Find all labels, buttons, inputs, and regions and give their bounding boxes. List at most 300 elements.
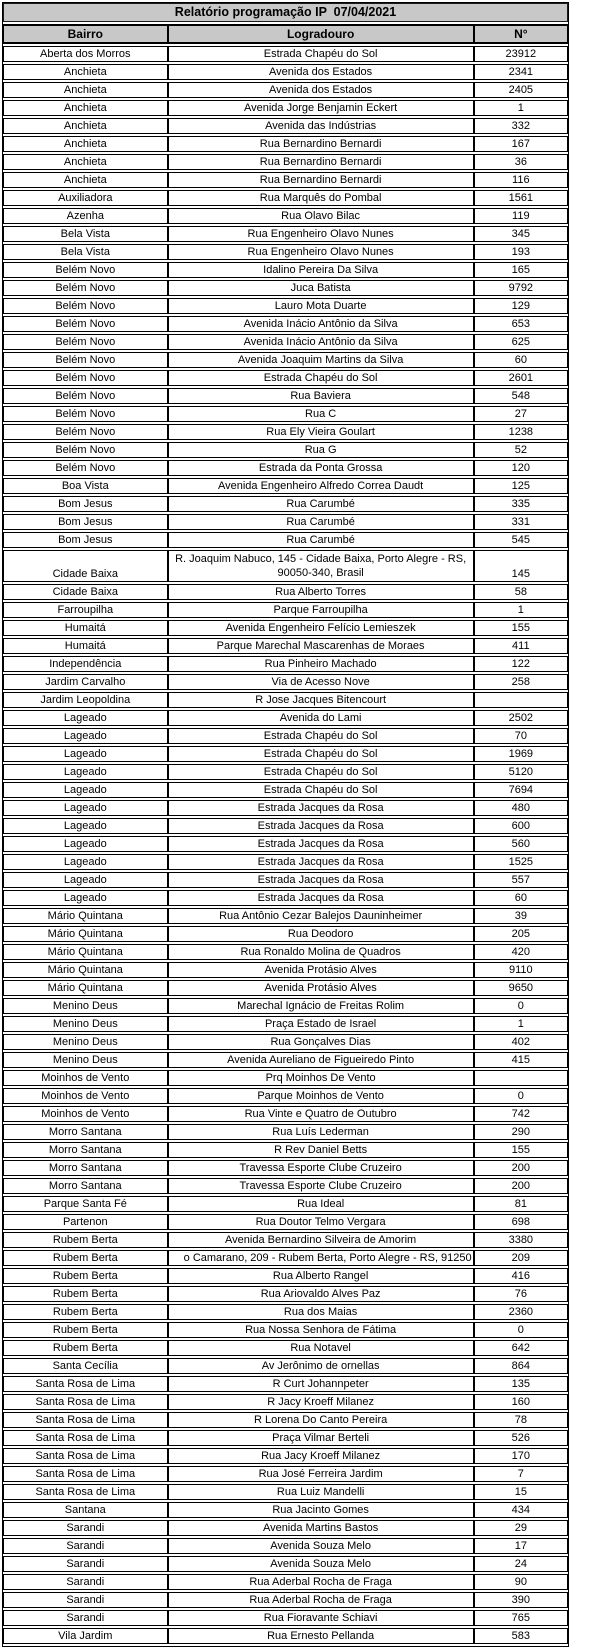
bairro-cell: Lageado: [3, 782, 168, 798]
numero-cell: 290: [474, 1124, 568, 1140]
logradouro-cell: Rua Bernardino Bernardi: [168, 136, 474, 152]
numero-cell: 193: [474, 244, 568, 260]
numero-cell: 402: [474, 1034, 568, 1050]
bairro-cell: Humaitá: [3, 638, 168, 654]
logradouro-cell: Avenida das Indústrias: [168, 118, 474, 134]
table-row: [3, 1502, 568, 1518]
logradouro-cell: R Rev Daniel Betts: [168, 1142, 474, 1158]
numero-cell: 600: [474, 818, 568, 834]
logradouro-cell: Rua Jacinto Gomes: [168, 1502, 474, 1518]
table-row: [3, 1520, 568, 1536]
numero-cell: 90: [474, 1574, 568, 1590]
numero-cell: 200: [474, 1160, 568, 1176]
logradouro-cell: Estrada Chapéu do Sol: [168, 370, 474, 386]
logradouro-cell: Rua G: [168, 442, 474, 458]
bairro-cell: Lageado: [3, 872, 168, 888]
bairro-cell: Belém Novo: [3, 352, 168, 368]
table-row: [3, 532, 568, 548]
bairro-cell: Bela Vista: [3, 226, 168, 242]
table-row: [3, 1304, 568, 1320]
numero-cell: 160: [474, 1394, 568, 1410]
logradouro-cell: Rua Marquês do Pombal: [168, 190, 474, 206]
table-row: [3, 962, 568, 978]
report-title: Relatório programação IP 07/04/2021: [3, 3, 568, 22]
numero-cell: 1969: [474, 746, 568, 762]
logradouro-cell: Rua Aderbal Rocha de Fraga: [168, 1592, 474, 1608]
logradouro-cell: Rua Carumbé: [168, 532, 474, 548]
numero-cell: 1525: [474, 854, 568, 870]
bairro-cell: Santa Cecília: [3, 1358, 168, 1374]
bairro-cell: Santa Rosa de Lima: [3, 1484, 168, 1500]
bairro-cell: Parque Santa Fé: [3, 1196, 168, 1212]
bairro-cell: Aberta dos Morros: [3, 46, 168, 62]
table-row: [3, 620, 568, 636]
numero-cell: 1238: [474, 424, 568, 440]
bairro-cell: Lageado: [3, 836, 168, 852]
numero-cell: 122: [474, 656, 568, 672]
numero-cell: 0: [474, 1322, 568, 1338]
table-row: [3, 280, 568, 296]
table-row: [3, 406, 568, 422]
bairro-cell: Morro Santana: [3, 1160, 168, 1176]
table-row: [3, 1052, 568, 1068]
numero-cell: 76: [474, 1286, 568, 1302]
bairro-cell: Lageado: [3, 818, 168, 834]
logradouro-cell: Avenida Souza Melo: [168, 1556, 474, 1572]
bairro-cell: Anchieta: [3, 118, 168, 134]
logradouro-cell: Rua Carumbé: [168, 514, 474, 530]
bairro-cell: Bom Jesus: [3, 514, 168, 530]
bairro-cell: Sarandi: [3, 1520, 168, 1536]
numero-cell: 560: [474, 836, 568, 852]
logradouro-cell: Avenida Souza Melo: [168, 1538, 474, 1554]
logradouro-cell: Lauro Mota Duarte: [168, 298, 474, 314]
numero-cell: 0: [474, 1088, 568, 1104]
table-row: [3, 190, 568, 206]
numero-cell: 29: [474, 1520, 568, 1536]
logradouro-cell: Avenida Protásio Alves: [168, 962, 474, 978]
bairro-cell: Anchieta: [3, 100, 168, 116]
bairro-cell: Moinhos de Vento: [3, 1106, 168, 1122]
bairro-cell: Santa Rosa de Lima: [3, 1448, 168, 1464]
logradouro-cell: Rua Engenheiro Olavo Nunes: [168, 244, 474, 260]
table-row: [3, 818, 568, 834]
bairro-cell: Rubem Berta: [3, 1322, 168, 1338]
bairro-cell: Independência: [3, 656, 168, 672]
table-row: [3, 514, 568, 530]
table-row: [3, 980, 568, 996]
numero-cell: 1: [474, 602, 568, 618]
table-row: [3, 944, 568, 960]
table-row: [3, 1358, 568, 1374]
table-row: [3, 1628, 568, 1644]
bairro-cell: Menino Deus: [3, 998, 168, 1014]
report-table: [3, 22, 568, 1646]
table-row: [3, 1340, 568, 1356]
bairro-cell: Bom Jesus: [3, 532, 168, 548]
numero-cell: 167: [474, 136, 568, 152]
logradouro-cell: Rua Doutor Telmo Vergara: [168, 1214, 474, 1230]
numero-cell: 642: [474, 1340, 568, 1356]
bairro-cell: Rubem Berta: [3, 1268, 168, 1284]
logradouro-cell: Estrada Jacques da Rosa: [168, 872, 474, 888]
logradouro-cell: Prq Moinhos De Vento: [168, 1070, 474, 1086]
table-row: [3, 550, 568, 582]
numero-cell: 3380: [474, 1232, 568, 1248]
numero-cell: 27: [474, 406, 568, 422]
numero-cell: 165: [474, 262, 568, 278]
table-row: [3, 782, 568, 798]
numero-cell: 9110: [474, 962, 568, 978]
numero-cell: 415: [474, 1052, 568, 1068]
table-row: [3, 208, 568, 224]
numero-cell: 698: [474, 1214, 568, 1230]
logradouro-cell: Rua Deodoro: [168, 926, 474, 942]
logradouro-cell: Estrada Chapéu do Sol: [168, 746, 474, 762]
bairro-cell: Belém Novo: [3, 406, 168, 422]
numero-cell: 23912: [474, 46, 568, 62]
logradouro-cell: Estrada da Ponta Grossa: [168, 460, 474, 476]
logradouro-cell: Estrada Jacques da Rosa: [168, 890, 474, 906]
table-row: [3, 1250, 568, 1266]
table-row: [3, 746, 568, 762]
logradouro-cell: Estrada Jacques da Rosa: [168, 800, 474, 816]
table-row: [3, 136, 568, 152]
table-row: [3, 926, 568, 942]
bairro-cell: Belém Novo: [3, 262, 168, 278]
logradouro-cell: Estrada Chapéu do Sol: [168, 782, 474, 798]
bairro-cell: Menino Deus: [3, 1016, 168, 1032]
logradouro-cell: Rua Alberto Torres: [168, 584, 474, 600]
bairro-cell: Morro Santana: [3, 1178, 168, 1194]
numero-cell: [474, 692, 568, 708]
numero-cell: 335: [474, 496, 568, 512]
logradouro-cell: R Jacy Kroeff Milanez: [168, 1394, 474, 1410]
bairro-cell: Mário Quintana: [3, 980, 168, 996]
bairro-cell: Sarandi: [3, 1574, 168, 1590]
bairro-cell: Santa Rosa de Lima: [3, 1394, 168, 1410]
logradouro-cell: Estrada Chapéu do Sol: [168, 728, 474, 744]
numero-cell: 116: [474, 172, 568, 188]
logradouro-cell: Rua Notavel: [168, 1340, 474, 1356]
numero-cell: 258: [474, 674, 568, 690]
bairro-cell: Belém Novo: [3, 280, 168, 296]
bairro-cell: Sarandi: [3, 1592, 168, 1608]
bairro-cell: Jardim Carvalho: [3, 674, 168, 690]
numero-cell: 200: [474, 1178, 568, 1194]
logradouro-cell: Avenida Engenheiro Alfredo Correa Daudt: [168, 478, 474, 494]
logradouro-cell: Praça Vilmar Berteli: [168, 1430, 474, 1446]
table-row: [3, 1286, 568, 1302]
logradouro-cell: Rua Olavo Bilac: [168, 208, 474, 224]
logradouro-cell: Parque Marechal Mascarenhas de Moraes: [168, 638, 474, 654]
numero-cell: 9792: [474, 280, 568, 296]
numero-cell: 480: [474, 800, 568, 816]
table-row: [3, 1448, 568, 1464]
table-row: [3, 1556, 568, 1572]
table-row: [3, 836, 568, 852]
logradouro-cell: R Lorena Do Canto Pereira: [168, 1412, 474, 1428]
table-row: [3, 244, 568, 260]
logradouro-cell: Rua Jacy Kroeff Milanez: [168, 1448, 474, 1464]
table-row: [3, 388, 568, 404]
table-row: [3, 352, 568, 368]
numero-cell: 742: [474, 1106, 568, 1122]
numero-cell: 1: [474, 100, 568, 116]
numero-cell: 5120: [474, 764, 568, 780]
table-row: [3, 872, 568, 888]
bairro-cell: Belém Novo: [3, 298, 168, 314]
table-row: [3, 584, 568, 600]
logradouro-cell: R Curt Johannpeter: [168, 1376, 474, 1392]
numero-cell: 864: [474, 1358, 568, 1374]
logradouro-cell: Avenida do Lami: [168, 710, 474, 726]
bairro-cell: Lageado: [3, 800, 168, 816]
logradouro-cell: Rua Luiz Mandelli: [168, 1484, 474, 1500]
bairro-cell: Rubem Berta: [3, 1232, 168, 1248]
table-row: [3, 1106, 568, 1122]
table-row: [3, 602, 568, 618]
bairro-cell: Auxiliadora: [3, 190, 168, 206]
report-container: [2, 2, 569, 1647]
numero-cell: 526: [474, 1430, 568, 1446]
logradouro-cell: Rua Ideal: [168, 1196, 474, 1212]
bairro-cell: Menino Deus: [3, 1034, 168, 1050]
table-row: [3, 460, 568, 476]
table-row: [3, 1430, 568, 1446]
bairro-cell: Rubem Berta: [3, 1340, 168, 1356]
numero-cell: 205: [474, 926, 568, 942]
bairro-cell: Sarandi: [3, 1556, 168, 1572]
table-row: [3, 692, 568, 708]
table-row: [3, 1322, 568, 1338]
numero-cell: 411: [474, 638, 568, 654]
column-header-bairro: Bairro: [3, 24, 168, 44]
bairro-cell: Anchieta: [3, 172, 168, 188]
bairro-cell: Mário Quintana: [3, 962, 168, 978]
table-row: [3, 1484, 568, 1500]
logradouro-cell: Rua Bernardino Bernardi: [168, 172, 474, 188]
table-row: [3, 478, 568, 494]
table-row: [3, 424, 568, 440]
table-row: [3, 1196, 568, 1212]
logradouro-cell: Avenida Engenheiro Felício Lemieszek: [168, 620, 474, 636]
numero-cell: 420: [474, 944, 568, 960]
numero-cell: 155: [474, 620, 568, 636]
logradouro-cell: Avenida dos Estados: [168, 82, 474, 98]
table-row: [3, 1232, 568, 1248]
numero-cell: [474, 1070, 568, 1086]
logradouro-cell: Avenida Inácio Antônio da Silva: [168, 334, 474, 350]
bairro-cell: Boa Vista: [3, 478, 168, 494]
logradouro-cell: Rua Aderbal Rocha de Fraga: [168, 1574, 474, 1590]
table-row: [3, 1394, 568, 1410]
bairro-cell: Rubem Berta: [3, 1304, 168, 1320]
table-row: [3, 998, 568, 1014]
logradouro-cell: Marechal Ignácio de Freitas Rolim: [168, 998, 474, 1014]
table-row: [3, 656, 568, 672]
table-row: [3, 800, 568, 816]
numero-cell: 1: [474, 1016, 568, 1032]
bairro-cell: Moinhos de Vento: [3, 1088, 168, 1104]
table-row: [3, 1070, 568, 1086]
logradouro-cell: Av Jerônimo de ornellas: [168, 1358, 474, 1374]
bairro-cell: Santa Rosa de Lima: [3, 1466, 168, 1482]
logradouro-cell: Praça Estado de Israel: [168, 1016, 474, 1032]
logradouro-cell: Rua dos Maias: [168, 1304, 474, 1320]
bairro-cell: Belém Novo: [3, 388, 168, 404]
logradouro-cell: Rua Luís Lederman: [168, 1124, 474, 1140]
logradouro-cell: Estrada Jacques da Rosa: [168, 818, 474, 834]
logradouro-cell: Rua C: [168, 406, 474, 422]
logradouro-cell: Idalino Pereira Da Silva: [168, 262, 474, 278]
bairro-cell: Anchieta: [3, 82, 168, 98]
bairro-cell: Bela Vista: [3, 244, 168, 260]
logradouro-cell: Travessa Esporte Clube Cruzeiro: [168, 1160, 474, 1176]
table-row: [3, 1610, 568, 1626]
numero-cell: 2502: [474, 710, 568, 726]
numero-cell: 17: [474, 1538, 568, 1554]
table-body: [3, 46, 568, 1644]
bairro-cell: Santa Rosa de Lima: [3, 1376, 168, 1392]
table-row: [3, 728, 568, 744]
bairro-cell: Azenha: [3, 208, 168, 224]
numero-cell: 545: [474, 532, 568, 548]
table-row: [3, 316, 568, 332]
table-row: [3, 1034, 568, 1050]
bairro-cell: Lageado: [3, 710, 168, 726]
table-row: [3, 154, 568, 170]
bairro-cell: Morro Santana: [3, 1124, 168, 1140]
bairro-cell: Mário Quintana: [3, 944, 168, 960]
logradouro-cell: Rua Carumbé: [168, 496, 474, 512]
logradouro-cell: Avenida Jorge Benjamin Eckert: [168, 100, 474, 116]
logradouro-cell: Rua Antônio Cezar Balejos Dauninheimer: [168, 908, 474, 924]
table-row: [3, 64, 568, 80]
numero-cell: 416: [474, 1268, 568, 1284]
table-row: [3, 1592, 568, 1608]
table-row: [3, 1412, 568, 1428]
table-row: [3, 334, 568, 350]
logradouro-cell: Rua Ariovaldo Alves Paz: [168, 1286, 474, 1302]
numero-cell: 2405: [474, 82, 568, 98]
numero-cell: 120: [474, 460, 568, 476]
logradouro-cell: Rua Ronaldo Molina de Quadros: [168, 944, 474, 960]
numero-cell: 434: [474, 1502, 568, 1518]
table-row: [3, 1178, 568, 1194]
table-row: [3, 298, 568, 314]
numero-cell: 78: [474, 1412, 568, 1428]
logradouro-cell: Estrada Chapéu do Sol: [168, 46, 474, 62]
numero-cell: 39: [474, 908, 568, 924]
numero-cell: 52: [474, 442, 568, 458]
logradouro-cell: Rua Nossa Senhora de Fátima: [168, 1322, 474, 1338]
logradouro-cell: Rua Alberto Rangel: [168, 1268, 474, 1284]
numero-cell: 209: [474, 1250, 568, 1266]
logradouro-cell: Rua Ernesto Pellanda: [168, 1628, 474, 1644]
column-header-logradouro: Logradouro: [168, 24, 474, 44]
numero-cell: 70: [474, 728, 568, 744]
bairro-cell: Farroupilha: [3, 602, 168, 618]
table-row: [3, 854, 568, 870]
numero-cell: 24: [474, 1556, 568, 1572]
numero-cell: 548: [474, 388, 568, 404]
logradouro-cell: Parque Moinhos de Vento: [168, 1088, 474, 1104]
bairro-cell: Santa Rosa de Lima: [3, 1412, 168, 1428]
numero-cell: 2360: [474, 1304, 568, 1320]
logradouro-cell: Avenida Aureliano de Figueiredo Pinto: [168, 1052, 474, 1068]
table-row: [3, 118, 568, 134]
table-row: [3, 638, 568, 654]
numero-cell: 332: [474, 118, 568, 134]
numero-cell: 81: [474, 1196, 568, 1212]
bairro-cell: Jardim Leopoldina: [3, 692, 168, 708]
logradouro-cell: R Jose Jacques Bitencourt: [168, 692, 474, 708]
bairro-cell: Belém Novo: [3, 442, 168, 458]
bairro-cell: Humaitá: [3, 620, 168, 636]
bairro-cell: Belém Novo: [3, 334, 168, 350]
bairro-cell: Anchieta: [3, 154, 168, 170]
table-row: [3, 1574, 568, 1590]
bairro-cell: Moinhos de Vento: [3, 1070, 168, 1086]
bairro-cell: Cidade Baixa: [3, 550, 168, 582]
bairro-cell: Santana: [3, 1502, 168, 1518]
numero-cell: 7694: [474, 782, 568, 798]
bairro-cell: Lageado: [3, 764, 168, 780]
bairro-cell: Sarandi: [3, 1610, 168, 1626]
table-row: [3, 908, 568, 924]
logradouro-cell: Avenida Inácio Antônio da Silva: [168, 316, 474, 332]
numero-cell: 135: [474, 1376, 568, 1392]
logradouro-cell: Rua José Ferreira Jardim: [168, 1466, 474, 1482]
table-row: [3, 674, 568, 690]
logradouro-cell: Rua Baviera: [168, 388, 474, 404]
logradouro-cell: [168, 1250, 474, 1266]
logradouro-cell: Avenida Bernardino Silveira de Amorim: [168, 1232, 474, 1248]
clipped-address-text: o Camarano, 209 - Rubem Berta, Porto Alegre - RS, 91250: [183, 1252, 472, 1264]
logradouro-cell: Rua Vinte e Quatro de Outubro: [168, 1106, 474, 1122]
numero-cell: 60: [474, 352, 568, 368]
numero-cell: 15: [474, 1484, 568, 1500]
numero-cell: 129: [474, 298, 568, 314]
logradouro-cell: Travessa Esporte Clube Cruzeiro: [168, 1178, 474, 1194]
logradouro-cell: Estrada Jacques da Rosa: [168, 836, 474, 852]
bairro-cell: Morro Santana: [3, 1142, 168, 1158]
bairro-cell: Cidade Baixa: [3, 584, 168, 600]
bairro-cell: Belém Novo: [3, 316, 168, 332]
table-row: [3, 82, 568, 98]
numero-cell: 390: [474, 1592, 568, 1608]
table-row: [3, 100, 568, 116]
bairro-cell: Lageado: [3, 746, 168, 762]
logradouro-cell: Juca Batista: [168, 280, 474, 296]
table-row: [3, 710, 568, 726]
table-row: [3, 1466, 568, 1482]
bairro-cell: Rubem Berta: [3, 1250, 168, 1266]
table-row: [3, 764, 568, 780]
bairro-cell: Lageado: [3, 854, 168, 870]
numero-cell: 119: [474, 208, 568, 224]
logradouro-cell: Rua Fioravante Schiavi: [168, 1610, 474, 1626]
bairro-cell: Mário Quintana: [3, 926, 168, 942]
table-row: [3, 46, 568, 62]
logradouro-cell: R. Joaquim Nabuco, 145 - Cidade Baixa, Porto Alegre - RS, 90050-340, Brasil: [168, 550, 474, 582]
table-row: [3, 262, 568, 278]
table-row: [3, 1016, 568, 1032]
bairro-cell: Lageado: [3, 728, 168, 744]
numero-cell: 170: [474, 1448, 568, 1464]
logradouro-cell: Rua Gonçalves Dias: [168, 1034, 474, 1050]
